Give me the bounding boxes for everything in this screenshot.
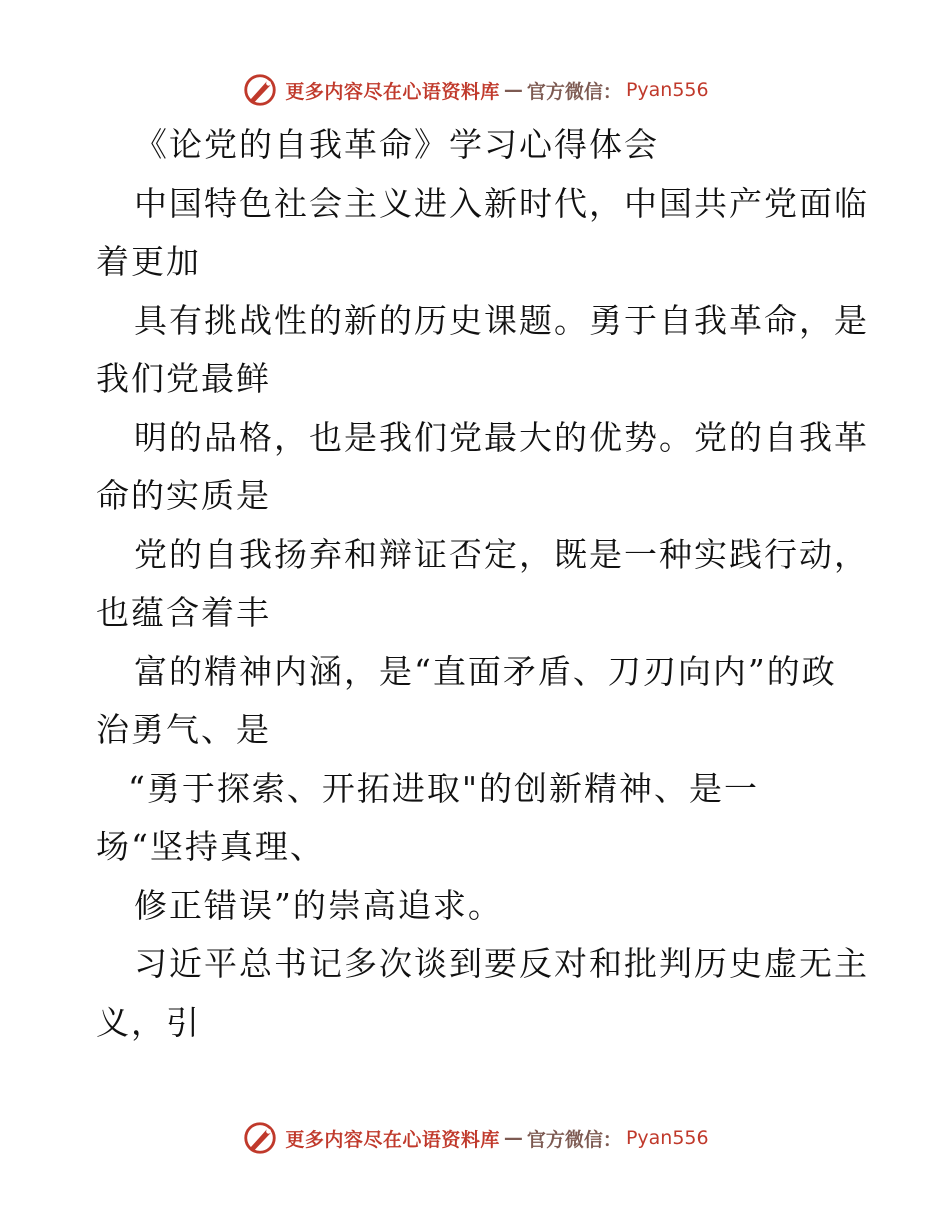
text-line: 明的品格，也是我们党最大的优势。党的自我革 xyxy=(134,417,869,457)
text-line: 也蕴含着丰 xyxy=(96,593,271,632)
watermark-separator: — xyxy=(503,1127,523,1149)
text-line: 具有挑战性的新的历史课题。勇于自我革命，是 xyxy=(134,300,869,340)
pen-nib-logo-icon xyxy=(241,71,279,109)
text-line: 我们党最鲜 xyxy=(96,359,271,398)
text-line: 治勇气、是 xyxy=(96,710,271,749)
text-line: 中国特色社会主义进入新时代，中国共产党面临 xyxy=(134,183,869,223)
document-body xyxy=(0,116,950,1052)
text-line: 场“坚持真理、 xyxy=(96,827,325,866)
watermark-wechat-id: Pyan556 xyxy=(625,1127,709,1149)
text-line: 义，引 xyxy=(96,1002,201,1042)
watermark-separator: — xyxy=(503,79,523,101)
footer-watermark xyxy=(0,1116,950,1160)
document-title: 《论党的自我革命》学习心得体会 xyxy=(134,125,659,164)
watermark-wechat-label: 官方微信： xyxy=(526,80,622,103)
text-line: 命的实质是 xyxy=(96,476,271,515)
watermark-main-text: 更多内容尽在心语资料库 xyxy=(285,1128,500,1151)
pen-nib-logo-icon xyxy=(241,1119,279,1157)
text-line: 习近平总书记多次谈到要反对和批判历史虚无主 xyxy=(134,944,869,983)
watermark-wechat-label: 官方微信： xyxy=(526,1128,622,1151)
watermark-wechat-id: Pyan556 xyxy=(625,79,709,101)
header-watermark xyxy=(0,68,950,112)
text-line: 着更加 xyxy=(96,242,201,281)
watermark-main-text: 更多内容尽在心语资料库 xyxy=(285,80,500,103)
text-line: 党的自我扬弃和辩证否定，既是一种实践行动， xyxy=(134,534,869,574)
text-line: 修正错误”的崇高追求。 xyxy=(134,885,503,925)
text-line: 富的精神内涵，是“直面矛盾、刀刃向内”的政 xyxy=(134,651,837,691)
text-line: “勇于探索、开拓进取"的创新精神、是一 xyxy=(128,768,760,808)
